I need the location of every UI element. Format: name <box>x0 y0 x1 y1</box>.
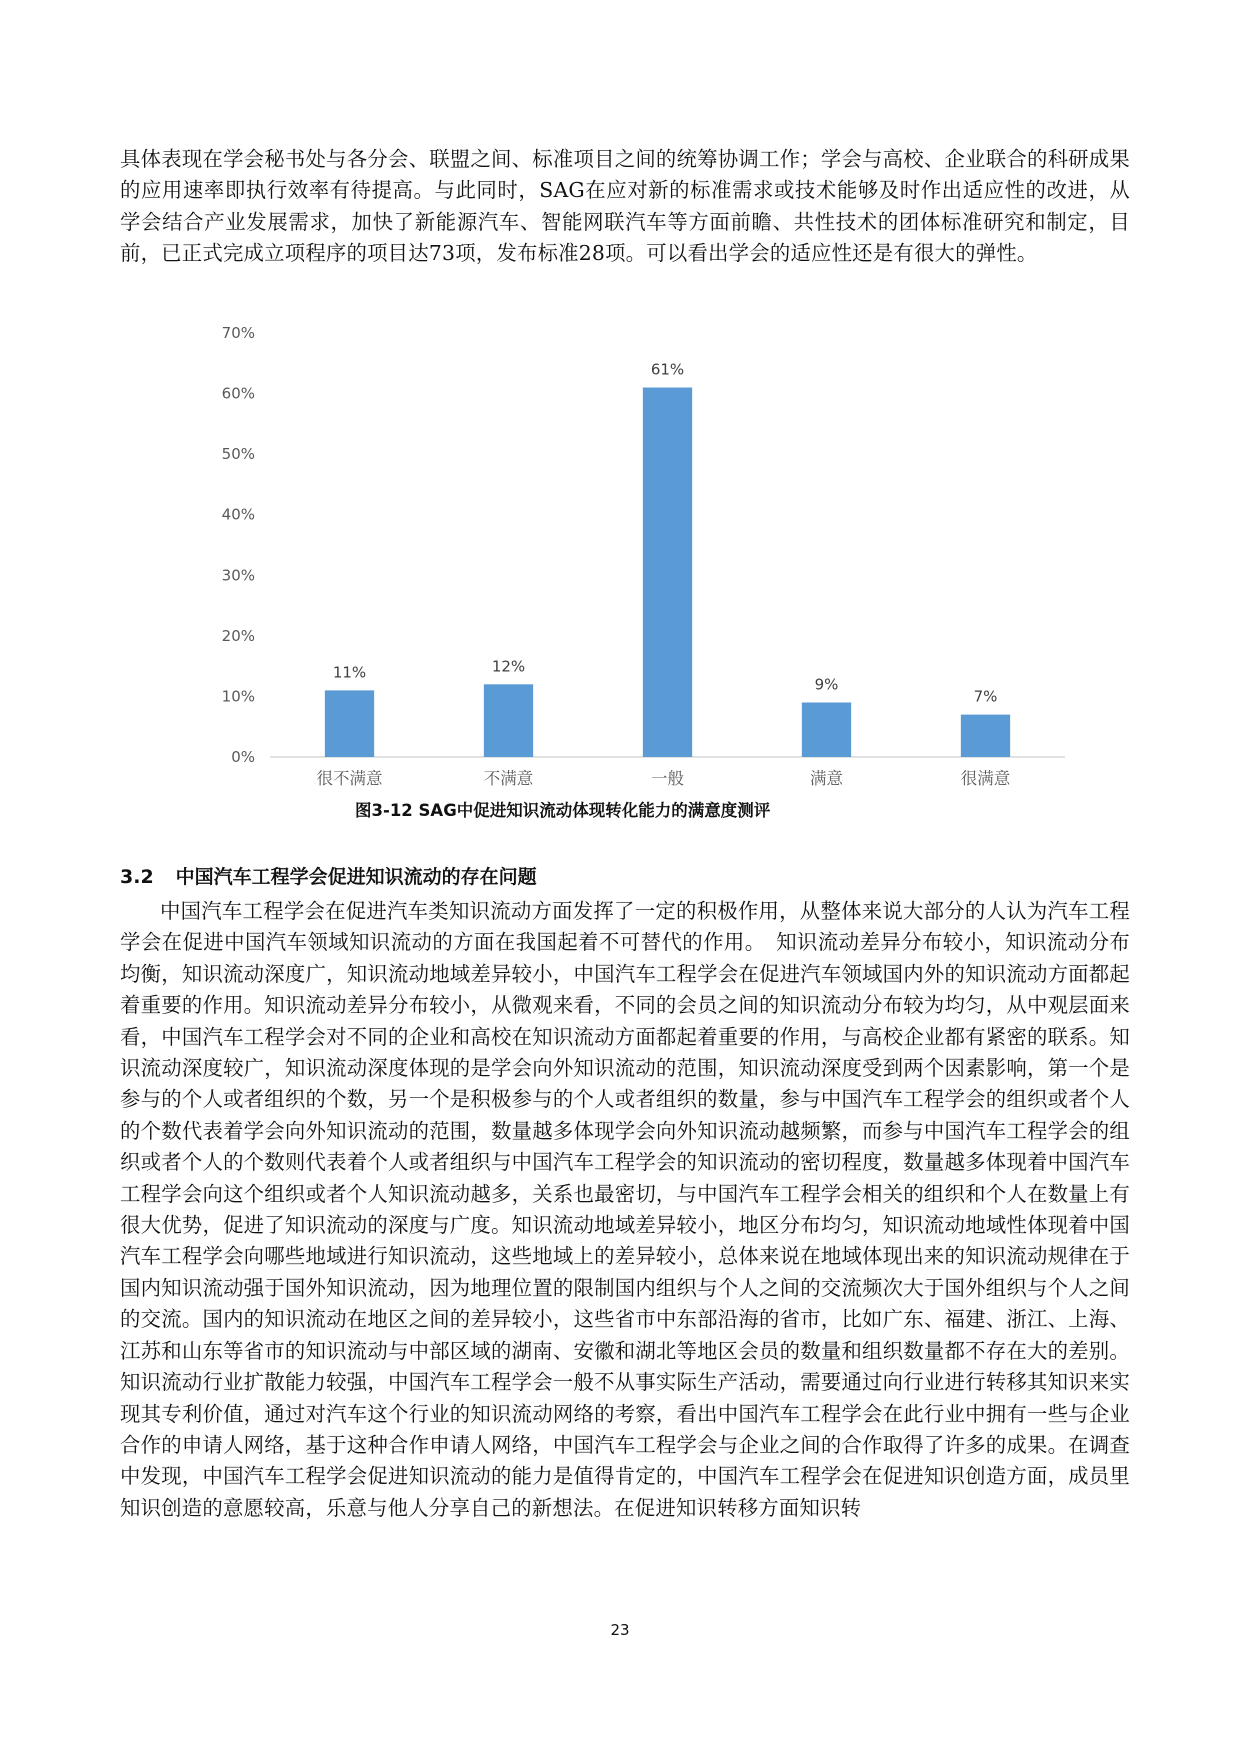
y-tick-label: 60% <box>221 384 255 403</box>
y-axis-ticks <box>222 324 255 766</box>
bar-0 <box>325 690 374 757</box>
y-tick-label: 10% <box>221 687 255 706</box>
bar-3 <box>802 702 851 757</box>
bar-chart-svg <box>221 320 1080 800</box>
bar-1 <box>484 684 533 757</box>
category-labels <box>317 769 1011 788</box>
category-label-4: 很满意 <box>960 769 1011 788</box>
section-title: 中国汽车工程学会促进知识流动的存在问题 <box>175 866 537 888</box>
y-tick-label: 0% <box>231 748 255 766</box>
data-label-2: 61% <box>650 360 685 379</box>
y-tick-label: 40% <box>221 505 255 524</box>
bar-2 <box>643 388 692 757</box>
y-tick-label: 30% <box>221 566 255 585</box>
bar-chart <box>221 320 1080 800</box>
figure-caption: 图3-12 SAG中促进知识流动体现转化能力的满意度测评 <box>355 801 771 820</box>
page-number: 23 <box>610 1621 630 1639</box>
data-label-3: 9% <box>814 675 839 694</box>
bar-4 <box>961 715 1010 757</box>
category-label-0: 很不满意 <box>316 769 383 788</box>
section-number: 3.2 <box>120 866 154 888</box>
category-label-2: 一般 <box>651 769 684 788</box>
y-tick-label: 20% <box>221 626 255 645</box>
data-label-1: 12% <box>491 657 526 676</box>
body-paragraph-1: 具体表现在学会秘书处与各分会、联盟之间、标准项目之间的统筹协调工作；学会与高校、企业联合的科研成果的应用速率即执行效率有待提高。与此同时，SAG在应对新的标准需求或技术能够及时作出适应性的改进，从学会结合产业发展需求，加快了新能源汽车、智能网联汽车等方面前瞻、共性技术的团体标准研究和制定，目前，已正式完成立项程序的项目达73项，发布标准28项。可以看出学会的适应性还是有很大的弹性。 <box>120 147 1130 266</box>
y-tick-label: 70% <box>221 324 255 342</box>
section-heading <box>120 862 537 889</box>
data-label-4: 7% <box>973 687 998 706</box>
data-label-0: 11% <box>332 663 367 682</box>
y-tick-label: 50% <box>221 445 255 464</box>
category-label-3: 满意 <box>810 769 843 788</box>
bar-series <box>325 388 1010 757</box>
category-label-1: 不满意 <box>483 769 534 788</box>
body-paragraph-2: 中国汽车工程学会在促进汽车类知识流动方面发挥了一定的积极作用，从整体来说大部分的人认为汽车工程学会在促进中国汽车领域知识流动的方面在我国起着不可替代的作用。 知识流动差异分布较小，知识流动分布均衡，知识流动深度广，知识流动地域差异较小，中国汽车工程学会在促进汽车领域国内外的知识流动方面都起着重要的作用。知识流动差异分布较小，从微观来看，不同的会员之间的知识流动分布较为均匀，从中观层面来看，中国汽车工程学会对不同的企业和高校在知识流动方面都起着重要的作用，与高校企业都有紧密的联系。知识流动深度较广，知识流动深度体现的是学会向外知识流动的范围，知识流动深度受到两个因素影响，第一个是参与的个人或者组织的个数，另一个是积极参与的个人或者组织的数量，参与中国汽车工程学会的组织或者个人的个数代表着学会向外知识流动的范围，数量越多体现学会向外知识流动越频繁，而参与中国汽车工程学会的组织或者个人的个数则代表着个人或者组织与中国汽车工程学会的知识流动的密切程度，数量越多体现着中国汽车工程学会向这个组织或者个人知识流动越多，关系也最密切，与中国汽车工程学会相关的组织和个人在数量上有很大优势，促进了知识流动的深度与广度。知识流动地域差异较小，地区分布均匀，知识流动地域性体现着中国汽车工程学会向哪些地域进行知识流动，这些地域上的差异较小，总体来说在地域体现出来的知识流动规律在于国内知识流动强于国外知识流动，因为地理位置的限制国内组织与个人之间的交流频次大于国外组织与个人之间的交流。国内的知识流动在地区之间的差异较小，这些省市中东部沿海的省市，比如广东、福建、浙江、上海、江苏和山东等省市的知识流动与中部区域的湖南、安徽和湖北等地区会员的数量和组织数量都不存在大的差别。知识流动行业扩散能力较强，中国汽车工程学会一般不从事实际生产活动，需要通过向行业进行转移其知识来实现其专利价值，通过对汽车这个行业的知识流动网络的考察，看出中国汽车工程学会在此行业中拥有一些与企业合作的申请人网络，基于这种合作申请人网络，中国汽车工程学会与企业之间的合作取得了许多的成果。在调查中发现，中国汽车工程学会促进知识流动的能力是值得肯定的，中国汽车工程学会在促进知识创造方面，成员里知识创造的意愿较高，乐意与他人分享自己的新想法。在促进知识转移方面知识转 <box>120 899 1130 1520</box>
